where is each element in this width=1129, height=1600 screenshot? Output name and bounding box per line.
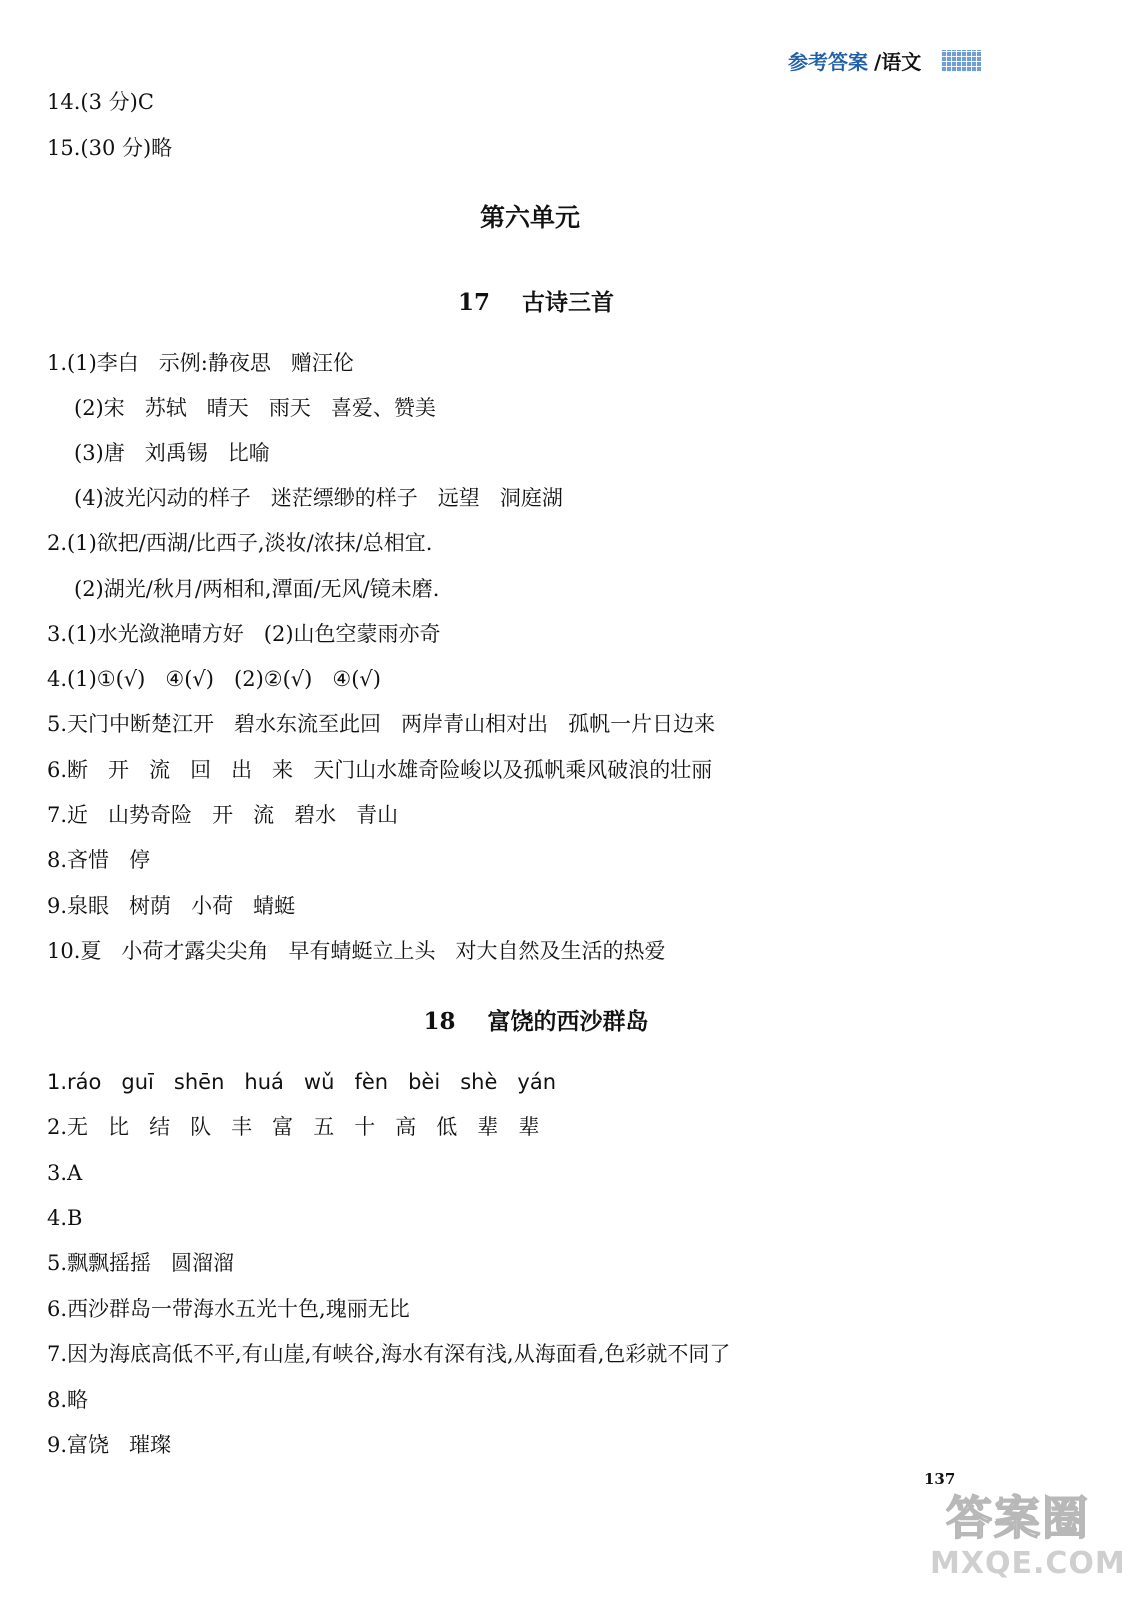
unit-title: 第六单元	[479, 203, 580, 232]
page-number: 137	[924, 1470, 956, 1488]
s17-q9: 9.泉眼 树荫 小荷 蜻蜓	[47, 894, 296, 918]
s17-q2-2: (2)湖光/秋月/两相和,潭面/无风/镜未磨.	[74, 577, 440, 601]
s18-q3: 3.A	[47, 1161, 83, 1185]
s17-q8: 8.吝惜 停	[47, 848, 151, 872]
section-17-title: 17 古诗三首	[457, 289, 615, 316]
answer-15: 15.(30 分)略	[47, 136, 173, 160]
s18-q5: 5.飘飘摇摇 圆溜溜	[47, 1251, 235, 1275]
s18-q4: 4.B	[47, 1206, 83, 1230]
s17-q1-2: (2)宋 苏轼 晴天 雨天 喜爱、赞美	[74, 396, 436, 420]
s18-q6: 6.西沙群岛一带海水五光十色,瑰丽无比	[47, 1297, 410, 1321]
section-18-title: 18 富饶的西沙群岛	[423, 1008, 649, 1035]
s18-q1: 1.ráo guī shēn huá wǔ fèn bèi shè yán	[47, 1070, 557, 1094]
s18-q7: 7.因为海底高低不平,有山崖,有峡谷,海水有深有浅,从海面看,色彩就不同了	[47, 1342, 731, 1366]
s17-q1-1: 1.(1)李白 示例:静夜思 赠汪伦	[47, 351, 354, 375]
s17-q1-4: (4)波光闪动的样子 迷茫缥缈的样子 远望 洞庭湖	[74, 486, 563, 510]
s17-q7: 7.近 山势奇险 开 流 碧水 青山	[47, 803, 399, 827]
s18-q9: 9.富饶 璀璨	[47, 1433, 172, 1457]
s17-q6: 6.断 开 流 回 出 来 天门山水雄奇险峻以及孤帆乘风破浪的壮丽	[47, 758, 713, 782]
s17-q4: 4.(1)①(√) ④(√) (2)②(√) ④(√)	[47, 667, 381, 691]
s17-q10: 10.夏 小荷才露尖尖角 早有蜻蜓立上头 对大自然及生活的热爱	[47, 939, 666, 963]
subject-label: /语文	[874, 50, 922, 74]
watermark-text-top: 答案圈	[946, 1491, 1090, 1545]
watermark-logo	[928, 1478, 1124, 1598]
s17-q3: 3.(1)水光潋滟晴方好 (2)山色空蒙雨亦奇	[47, 622, 441, 646]
answer-14: 14.(3 分)C	[47, 90, 154, 114]
page-header	[788, 46, 981, 75]
s18-q8: 8.略	[47, 1388, 89, 1412]
header-decoration	[941, 50, 981, 72]
watermark-text-bottom: MXQE.COM	[930, 1546, 1126, 1581]
s17-q1-3: (3)唐 刘禹锡 比喻	[74, 441, 270, 465]
s18-q2: 2.无 比 结 队 丰 富 五 十 高 低 辈 辈	[47, 1115, 540, 1139]
s17-q5: 5.天门中断楚江开 碧水东流至此回 两岸青山相对出 孤帆一片日边来	[47, 712, 716, 736]
s17-q2-1: 2.(1)欲把/西湖/比西子,淡妆/浓抹/总相宜.	[47, 531, 433, 555]
answers-label: 参考答案	[788, 50, 868, 74]
